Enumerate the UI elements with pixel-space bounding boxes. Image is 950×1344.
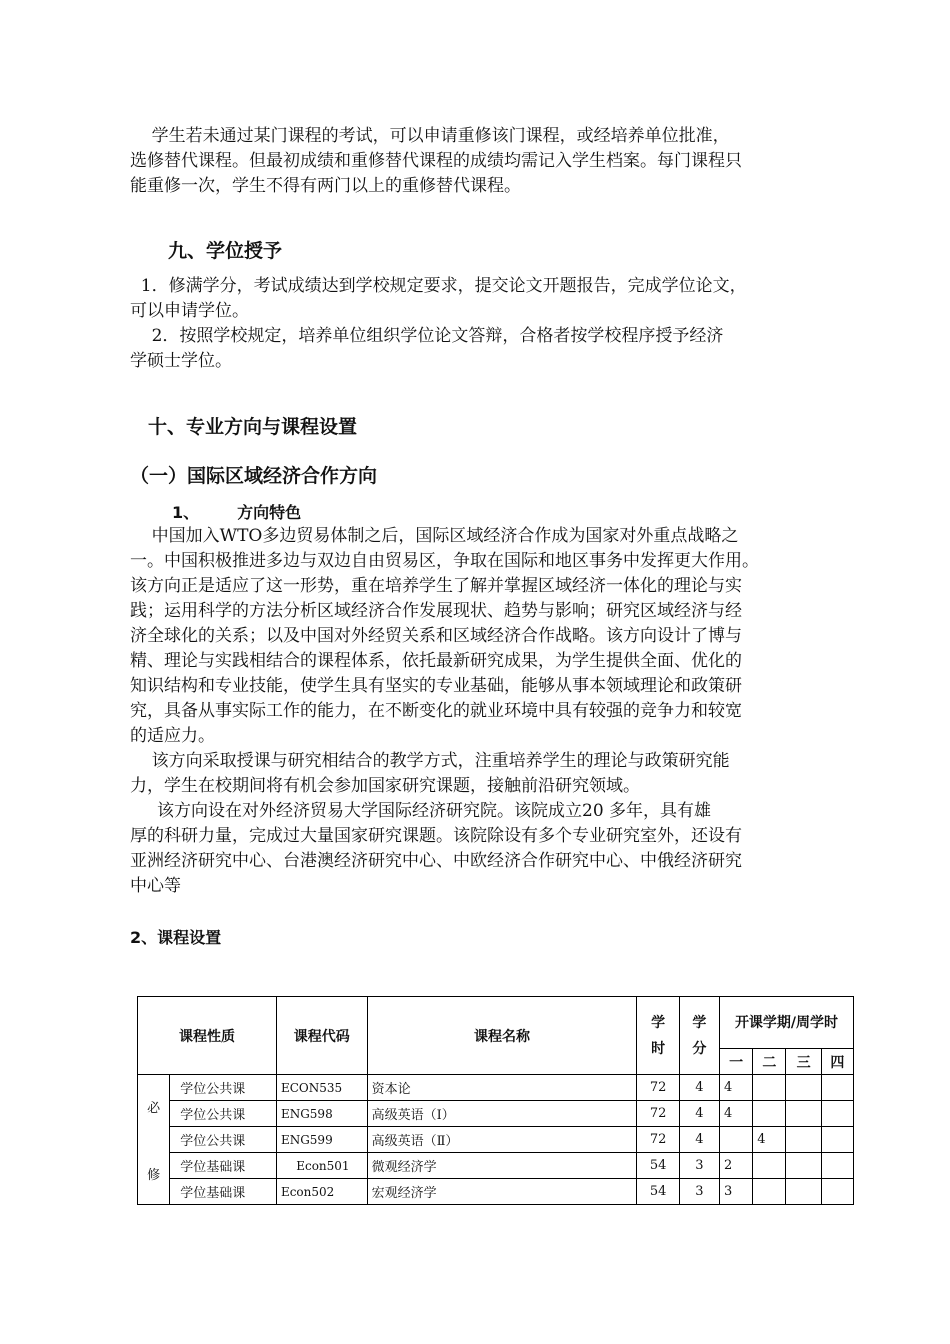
text-line: 亚洲经济研究中心、台港澳经济研究中心、中欧经济合作研究中心、中俄经济研究 <box>130 851 742 871</box>
cell-s2 <box>753 1101 786 1127</box>
header-semester-4: 四 <box>821 1049 853 1075</box>
item-heading-features: 1、 方向特色 <box>172 503 302 522</box>
required-label: 必 修 <box>138 1075 170 1205</box>
degree-paragraph <box>130 274 825 374</box>
cell-name: 微观经济学 <box>367 1153 637 1179</box>
cell-s3 <box>786 1101 821 1127</box>
cell-s3 <box>786 1075 821 1101</box>
text-line: 厚的科研力量，完成过大量国家研究课题。该院除设有多个专业研究室外，还设有 <box>130 826 742 846</box>
cell-nature: 学位公共课 <box>170 1127 277 1153</box>
cell-s3 <box>786 1179 821 1205</box>
cell-nature: 学位基础课 <box>170 1153 277 1179</box>
cell-s2 <box>753 1153 786 1179</box>
retake-paragraph <box>130 124 825 199</box>
cell-credits: 4 <box>679 1127 719 1153</box>
direction-paragraph-2 <box>130 749 825 799</box>
section-heading-major: 十、专业方向与课程设置 <box>148 416 358 438</box>
cell-name: 宏观经济学 <box>367 1179 637 1205</box>
cell-hours: 72 <box>637 1075 679 1101</box>
cell-name: 高级英语（Ⅱ） <box>367 1127 637 1153</box>
text-line: 中心等 <box>130 876 181 896</box>
cell-s3 <box>786 1153 821 1179</box>
cell-code: ENG598 <box>276 1101 367 1127</box>
cell-hours: 54 <box>637 1153 679 1179</box>
cell-nature: 学位公共课 <box>170 1101 277 1127</box>
cell-code: Econ502 <box>276 1179 367 1205</box>
header-semester-1: 一 <box>720 1049 753 1075</box>
text-line: 践；运用科学的方法分析区域经济合作发展现状、趋势与影响；研究区域经济与经 <box>130 601 742 621</box>
direction-paragraph-1 <box>130 524 825 749</box>
cell-name: 资本论 <box>367 1075 637 1101</box>
header-code: 课程代码 <box>276 997 367 1075</box>
cell-s4 <box>821 1127 853 1153</box>
cell-s4 <box>821 1153 853 1179</box>
table-row <box>138 1101 854 1127</box>
text-line: 该方向正是适应了这一形势，重在培养学生了解并掌握区域经济一体化的理论与实 <box>130 576 742 596</box>
cell-s1 <box>720 1127 753 1153</box>
cell-s4 <box>821 1075 853 1101</box>
text-line: 学硕士学位。 <box>130 351 232 371</box>
header-semester-3: 三 <box>786 1049 821 1075</box>
cell-s2: 4 <box>753 1127 786 1153</box>
table-row <box>138 1075 854 1101</box>
cell-nature: 学位基础课 <box>170 1179 277 1205</box>
cell-credits: 3 <box>679 1179 719 1205</box>
section-heading-degree: 九、学位授予 <box>168 240 283 262</box>
text-line: 1．修满学分，考试成绩达到学校规定要求，提交论文开题报告，完成学位论文， <box>130 276 747 296</box>
direction-paragraph-3 <box>130 799 825 899</box>
cell-code: ECON535 <box>276 1075 367 1101</box>
text-line: 该方向设在对外经济贸易大学国际经济研究院。该院成立20 多年，具有雄 <box>130 801 712 821</box>
cell-credits: 4 <box>679 1075 719 1101</box>
header-semester-2: 二 <box>753 1049 786 1075</box>
cell-credits: 3 <box>679 1153 719 1179</box>
cell-s1: 3 <box>720 1179 753 1205</box>
text-line: 可以申请学位。 <box>130 301 249 321</box>
cell-s4 <box>821 1101 853 1127</box>
header-name: 课程名称 <box>367 997 637 1075</box>
text-line: 究，具备从事实际工作的能力，在不断变化的就业环境中具有较强的竞争力和较宽 <box>130 701 742 721</box>
cell-credits: 4 <box>679 1101 719 1127</box>
cell-s2 <box>753 1075 786 1101</box>
cell-s4 <box>821 1179 853 1205</box>
header-nature: 课程性质 <box>138 997 277 1075</box>
cell-code: Econ501 <box>276 1153 367 1179</box>
header-semester: 开课学期/周学时 <box>720 997 854 1049</box>
text-line: 能重修一次，学生不得有两门以上的重修替代课程。 <box>130 176 521 196</box>
table-header-row <box>138 997 854 1049</box>
cell-code: ENG599 <box>276 1127 367 1153</box>
text-line: 该方向采取授课与研究相结合的教学方式，注重培养学生的理论与政策研究能 <box>130 751 730 771</box>
table-row <box>138 1153 854 1179</box>
header-credits: 学分 <box>679 997 719 1075</box>
cell-s1: 2 <box>720 1153 753 1179</box>
cell-s1: 4 <box>720 1101 753 1127</box>
cell-nature: 学位公共课 <box>170 1075 277 1101</box>
cell-hours: 72 <box>637 1101 679 1127</box>
course-table <box>137 996 854 1205</box>
text-line: 精、理论与实践相结合的课程体系，依托最新研究成果，为学生提供全面、优化的 <box>130 651 742 671</box>
text-line: 济全球化的关系；以及中国对外经贸关系和区域经济合作战略。该方向设计了博与 <box>130 626 742 646</box>
cell-s3 <box>786 1127 821 1153</box>
text-line: 中国加入WTO多边贸易体制之后，国际区域经济合作成为国家对外重点战略之 <box>130 526 739 546</box>
item-heading-courses: 2、课程设置 <box>130 928 222 947</box>
cell-s2 <box>753 1179 786 1205</box>
text-line: 学生若未通过某门课程的考试，可以申请重修该门课程，或经培养单位批准， <box>130 126 730 146</box>
subsection-heading: （一）国际区域经济合作方向 <box>130 465 378 487</box>
cell-hours: 72 <box>637 1127 679 1153</box>
text-line: 的适应力。 <box>130 726 215 746</box>
text-line: 力，学生在校期间将有机会参加国家研究课题，接触前沿研究领域。 <box>130 776 640 796</box>
text-line: 一。中国积极推进多边与双边自由贸易区，争取在国际和地区事务中发挥更大作用。 <box>130 551 759 571</box>
table-row <box>138 1179 854 1205</box>
cell-name: 高级英语（Ⅰ） <box>367 1101 637 1127</box>
text-line: 2．按照学校规定，培养单位组织学位论文答辩，合格者按学校程序授予经济 <box>130 326 724 346</box>
text-line: 知识结构和专业技能，使学生具有坚实的专业基础，能够从事本领域理论和政策研 <box>130 676 742 696</box>
text-line: 选修替代课程。但最初成绩和重修替代课程的成绩均需记入学生档案。每门课程只 <box>130 151 742 171</box>
cell-hours: 54 <box>637 1179 679 1205</box>
cell-s1: 4 <box>720 1075 753 1101</box>
header-hours: 学时 <box>637 997 679 1075</box>
table-row <box>138 1127 854 1153</box>
